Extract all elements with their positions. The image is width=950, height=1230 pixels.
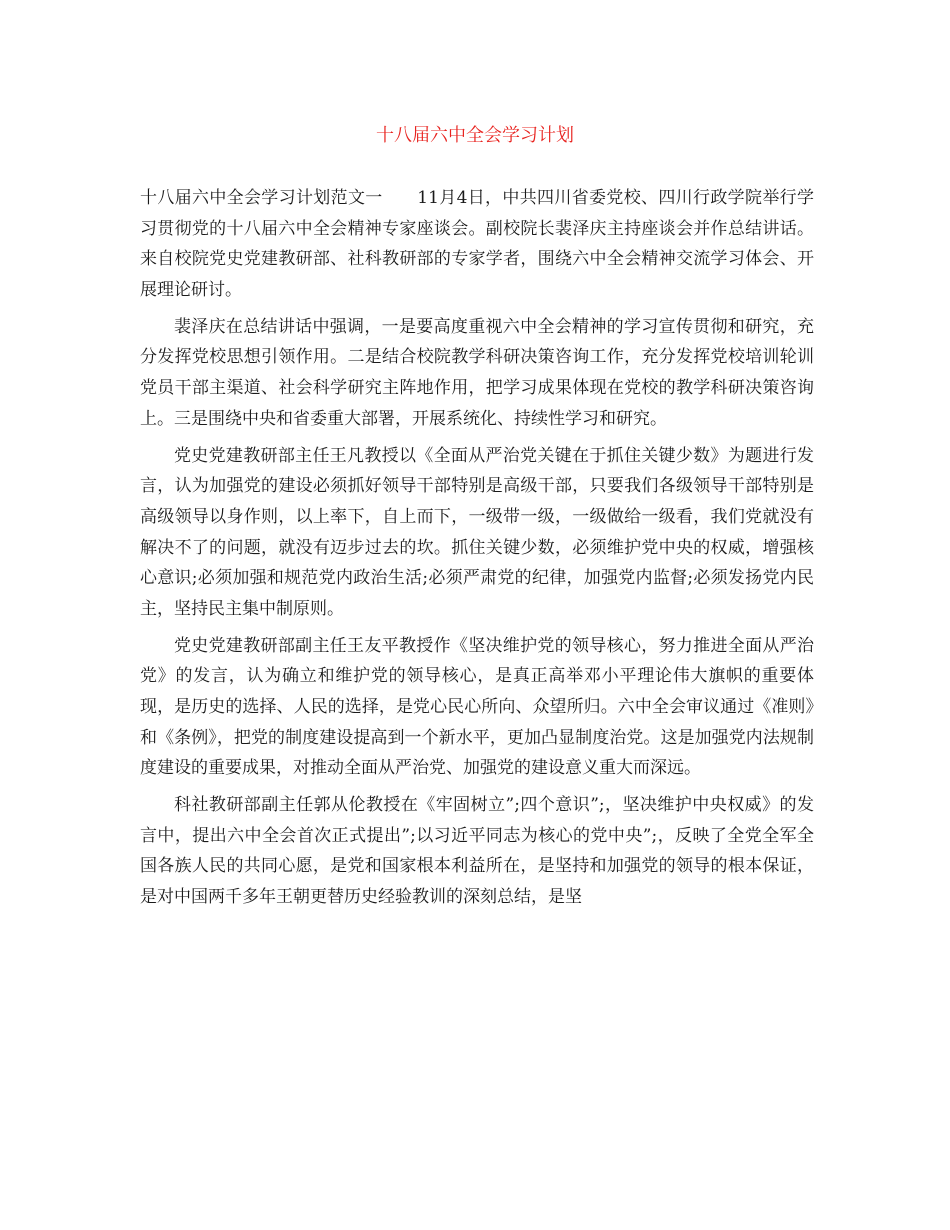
document-title: 十八届六中全会学习计划 bbox=[376, 125, 574, 146]
paragraph-4: 党史党建教研部副主任王友平教授作《坚决维护党的领导核心，努力推进全面从严治党》的发言，认为确立和维护党的领导核心，是真正高举邓小平理论伟大旗帜的重要体现，是历史的选择、人民的选择，是党心民心所向、众望所归。六中全会审议通过《准则》和《条例》，把党的制度建设提高到一个新水平，更加凸显制度治党。这是加强党内法规制度建设的重要成果，对推动全面从严治党、加强党的建设意义重大而深远。 bbox=[140, 635, 814, 779]
paragraph-2: 裴泽庆在总结讲话中强调，一是要高度重视六中全会精神的学习宣传贯彻和研究，充分发挥党校思想引领作用。二是结合校院教学科研决策咨询工作，充分发挥党校培训轮训党员干部主渠道、社会科学研究主阵地作用，把学习成果体现在党校的教学科研决策咨询上。三是围绕中央和省委重大部署，开展系统化、持续性学习和研究。 bbox=[140, 316, 814, 429]
paragraph-1: 十八届六中全会学习计划范文一 11月4日，中共四川省委党校、四川行政学院举行学习贯彻党的十八届六中全会精神专家座谈会。副校院长裴泽庆主持座谈会并作总结讲话。来自校院党史党建教研部、社科教研部的专家学者，围绕六中全会精神交流学习体会、开展理论研讨。 bbox=[140, 188, 814, 300]
document-body bbox=[140, 183, 814, 919]
paragraph-3: 党史党建教研部主任王凡教授以《全面从严治党关键在于抓住关键少数》为题进行发言，认为加强党的建设必须抓好领导干部特别是高级干部，只要我们各级领导干部特别是高级领导以身作则，以上率下，自上而下，一级带一级，一级做给一级看，我们党就没有解决不了的问题，就没有迈步过去的坎。抓住关键少数，必须维护党中央的权威，增强核心意识;必须加强和规范党内政治生活;必须严肃党的纪律，加强党内监督;必须发扬党内民主，坚持民主集中制原则。 bbox=[140, 445, 814, 619]
paragraph-5: 科社教研部副主任郭从伦教授在《牢固树立”;四个意识”;，坚决维护中央权威》的发言中，提出六中全会首次正式提出”;以习近平同志为核心的党中央”;，反映了全党全军全国各族人民的共同心愿，是党和国家根本利益所在，是坚持和加强党的领导的根本保证，是对中国两千多年王朝更替历史经验教训的深刻总结，是坚 bbox=[140, 795, 814, 908]
